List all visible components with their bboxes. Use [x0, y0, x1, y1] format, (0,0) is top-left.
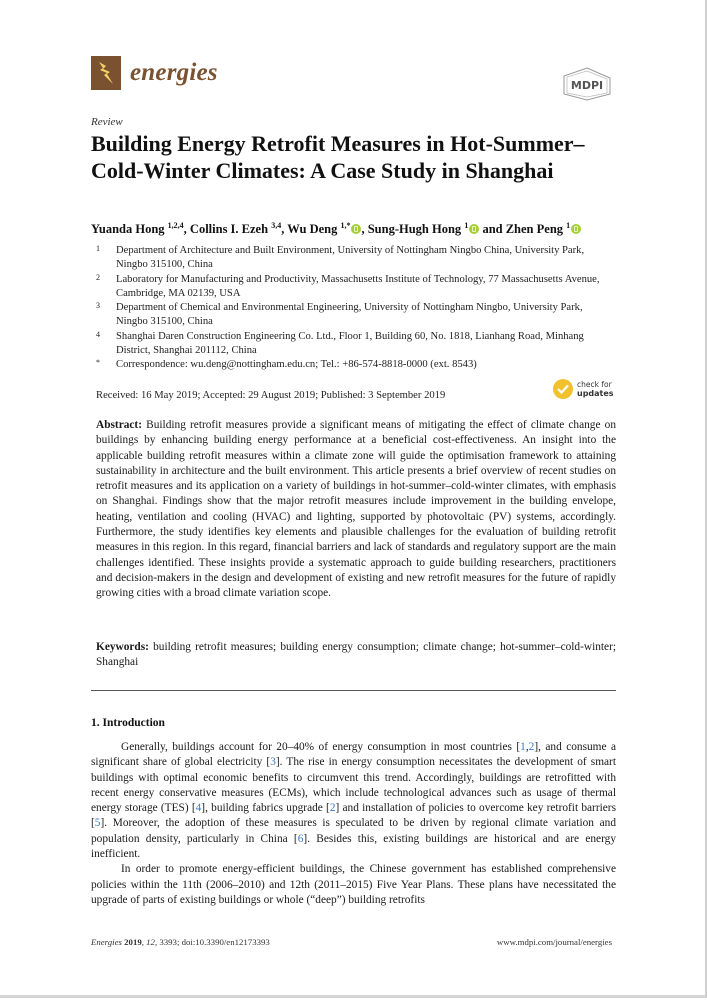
- article-type: Review: [91, 116, 123, 128]
- author-affiliation-marker: 3,4: [271, 221, 282, 230]
- citation-link[interactable]: 2: [329, 802, 336, 815]
- updates-label: updates: [577, 389, 614, 398]
- section-heading-introduction: 1. Introduction: [91, 717, 165, 729]
- affiliations: [96, 244, 616, 373]
- orcid-icon[interactable]: [351, 224, 361, 234]
- section-divider: [91, 690, 616, 691]
- author-affiliation-marker: 1,*: [340, 221, 351, 230]
- affiliation-text: Shanghai Daren Construction Engineering Co. Ltd., Floor 1, Building 60, No. 1818, Lianhang Road, Minhang District, Shanghai 201112, China: [116, 330, 584, 357]
- paper-title: Building Energy Retrofit Measures in Hot-Summer–Cold-Winter Climates: A Case Study in Shanghai: [91, 131, 585, 183]
- affiliation-number: 4: [96, 329, 100, 339]
- abstract-text: Building retrofit measures provide a significant means of mitigating the effect of climate change on buildings by enhancing building energy performance at a beneficial cost-effectiveness. An insight into the applicable building retrofit measures within a climate zone will guide the optimisation framework to attaining sustainability in architecture and the built environment. This article presents a brief overview of recent studies on retrofit measures and its application on a variety of buildings in hot-summer–cold-winter climates, with emphasis on Shanghai. Findings show that the major retrofit measures include improvement in the building envelope, heating, ventilation and cooling (HVAC) and lighting, supported by photovoltaic (PV) systems, accordingly. Furthermore, the study identifies key elements and plausible challenges for the evaluation of building retrofit measures in this region. In this regard, financial barriers and lack of standards and regulatory support are the main challenges identified. These insights provide a systematic approach to guide building researchers, practitioners and decision-makers in the design and development of existing and new retrofit measures for the future of rapidly growing cities with a broad climate variation scope.: [96, 419, 616, 600]
- journal-name: energies: [130, 59, 218, 86]
- citation-link[interactable]: 4: [195, 802, 202, 815]
- citation-link[interactable]: 1: [520, 741, 526, 753]
- correspondence-text: Correspondence: wu.deng@nottingham.edu.cn; Tel.: +86-574-8818-0000 (ext. 8543): [116, 359, 477, 371]
- author-name: Wu Deng: [287, 222, 338, 236]
- author-affiliation-marker: 1: [566, 221, 571, 230]
- author-affiliation-marker: 1,2,4: [167, 221, 184, 230]
- affiliation-number: *: [96, 358, 100, 368]
- author-name: Sung-Hugh Hong: [367, 222, 462, 236]
- keywords-text: building retrofit measures; building energy consumption; climate change; hot-summer–cold-winter; Shanghai: [96, 641, 617, 669]
- affiliation-text: Department of Architecture and Built Environment, University of Nottingham Ningbo China, University Park, Ningbo 315100, China: [116, 245, 585, 271]
- journal-header: [91, 56, 616, 100]
- affiliation-item: [96, 273, 616, 302]
- author-name: Zhen Peng: [505, 222, 564, 236]
- mdpi-logo[interactable]: [560, 66, 614, 107]
- checkmark-icon: [553, 379, 573, 399]
- orcid-icon[interactable]: [571, 224, 581, 234]
- author-affiliation-marker: 1: [464, 221, 469, 230]
- svg-text:MDPI: MDPI: [570, 79, 604, 92]
- affiliation-text: Laboratory for Manufacturing and Productivity, Massachusetts Institute of Technology, 77 Massachusetts Avenue, Cambridge, MA 02139, USA: [116, 273, 600, 299]
- journal-logo[interactable]: [91, 56, 218, 90]
- affiliation-item: [96, 244, 616, 273]
- affiliation-item: [96, 330, 616, 359]
- check-for-updates-badge[interactable]: [553, 379, 614, 399]
- keywords: [96, 640, 616, 671]
- citation-link[interactable]: 2: [528, 741, 535, 753]
- abstract-label: Abstract:: [96, 419, 142, 431]
- abstract: [96, 418, 616, 602]
- affiliation-text: Department of Chemical and Environmental Engineering, University of Nottingham Ningbo, University Park, Ningbo 315100, China: [116, 302, 583, 328]
- affiliation-number: 2: [96, 272, 100, 282]
- correspondence-item: [96, 358, 616, 372]
- author-name: Yuanda Hong: [91, 222, 165, 236]
- lightning-bolt-icon: [91, 56, 121, 90]
- citation-link[interactable]: 3: [270, 756, 276, 769]
- citation-footer: Energies 2019, 12, 3393; doi:10.3390/en12173393: [91, 937, 270, 947]
- orcid-icon[interactable]: [469, 224, 479, 234]
- paragraph: Generally, buildings account for 20–40% of energy consumption in most countries [1,2], and consume a significant share of global electricity [3]. The rise in energy consumption necessitates the development of smart buildings with optimal economic benefits to circumvent this trend. Accordingly, buildings are retrofitted with recent energy conservative measures (ECMs), which include technological advances such as usage of thermal energy storage (TES) [4], building fabrics upgrade [2] and installation of policies to overcome key retrofit barriers [5]. Moreover, the adoption of these measures is speculated to be driven by regional climate variation and population density, particularly in China [6]. Besides this, existing buildings are historical and are energy inefficient.: [91, 741, 616, 861]
- author-list: Yuanda Hong $^{1,2,4}$, Collins I. Ezeh $^{3,4}$, Wu Deng $^{1,*}$ , Sung-Hugh Hong $^1$ and Zhen Peng $^1$: [91, 221, 581, 237]
- author-name: Collins I. Ezeh: [189, 222, 269, 236]
- check-for-label: check for: [577, 380, 612, 389]
- publication-dates: Received: 16 May 2019; Accepted: 29 August 2019; Published: 3 September 2019: [96, 390, 446, 401]
- citation-link[interactable]: 5: [94, 817, 101, 830]
- affiliation-item: [96, 301, 616, 330]
- journal-url[interactable]: www.mdpi.com/journal/energies: [496, 937, 612, 947]
- introduction-body: [91, 740, 616, 908]
- affiliation-number: 3: [96, 301, 100, 311]
- paragraph: In order to promote energy-efficient buildings, the Chinese government has established comprehensive policies within the 11th (2006–2010) and 12th (2011–2015) Five Year Plans. These plans have necessitated the upgrade of parts of existing buildings or whole (“deep”) building retrofits: [91, 863, 616, 906]
- affiliation-number: 1: [96, 244, 100, 253]
- keywords-label: Keywords:: [96, 641, 149, 653]
- citation-link[interactable]: 6: [297, 832, 304, 845]
